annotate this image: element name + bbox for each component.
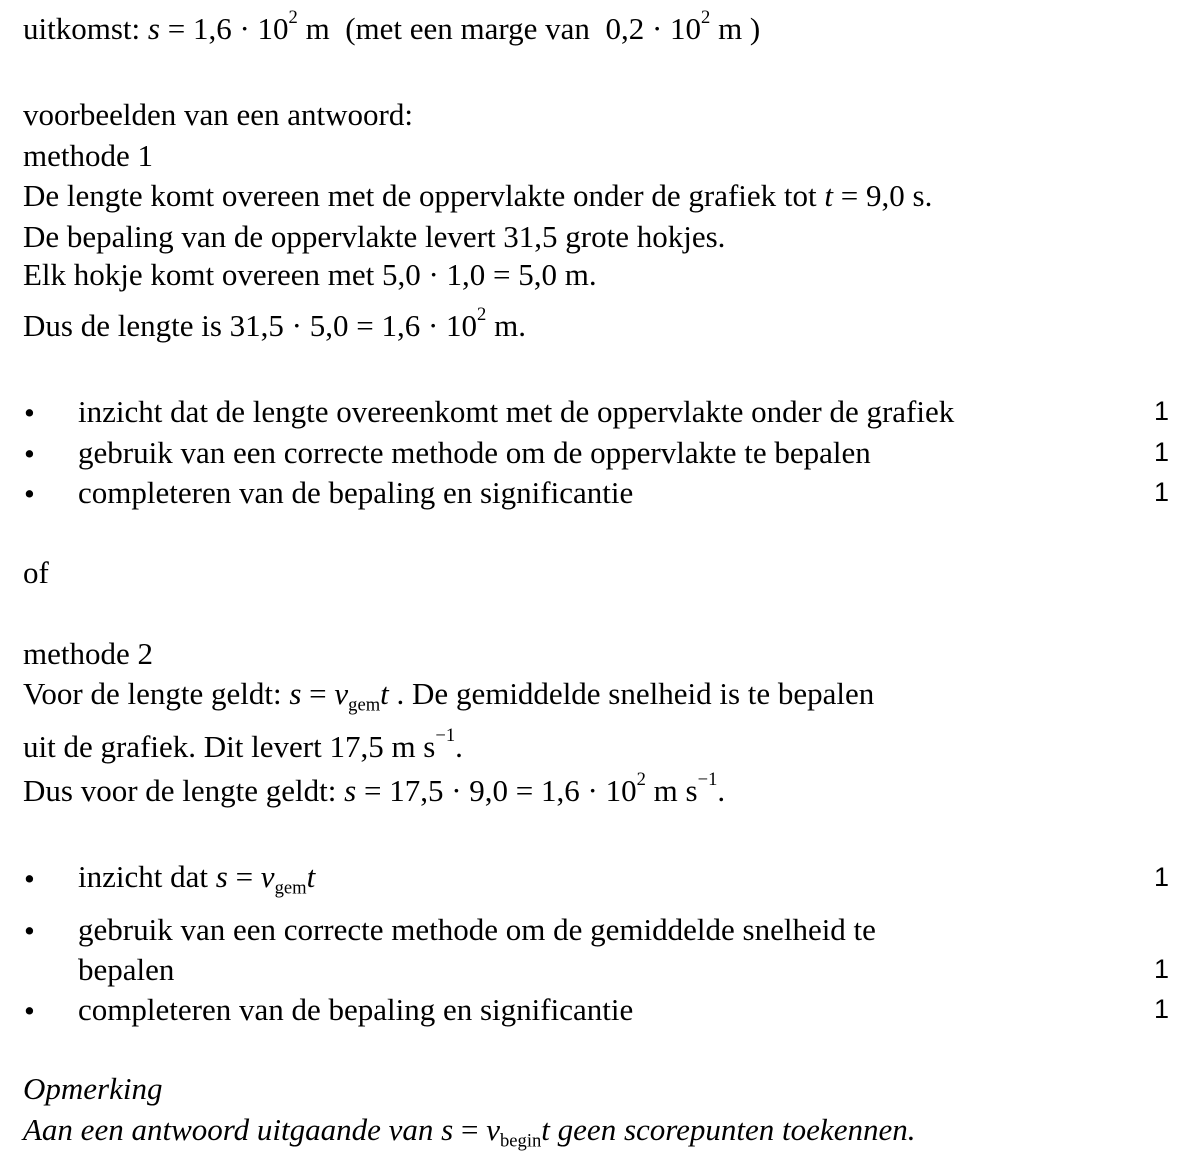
- outcome-margin-val: 0,2 · 10: [605, 11, 702, 46]
- method2-line3-exp2: −1: [697, 769, 718, 791]
- remark-text: Aan een antwoord uitgaande van: [23, 1112, 442, 1147]
- method2-bullet-3-text: completeren van de bepaling en significantie: [78, 992, 634, 1027]
- method2-line1-v: v: [334, 676, 349, 711]
- method2-line1-eq: =: [301, 676, 335, 711]
- method1-line4: [23, 304, 526, 343]
- method1-bullet-1-text: inzicht dat de lengte overeenkomt met de oppervlakte onder de grafiek: [78, 394, 955, 429]
- method1-line1-text: De lengte komt overeen met de oppervlakte onder de grafiek tot: [23, 178, 825, 213]
- method2-bullet-1-v: v: [260, 859, 275, 894]
- examples-heading: voorbeelden van een antwoord:: [23, 97, 413, 132]
- method1-line2: De bepaling van de oppervlakte levert 31,5 grote hokjes.: [23, 219, 726, 254]
- outcome-margin-open: (met een marge van: [345, 11, 590, 46]
- method1-bullet-1-score: 1: [1153, 396, 1169, 426]
- method2-bullet-1-score: 1: [1153, 862, 1169, 892]
- method1-bullet-3-score: 1: [1153, 477, 1169, 507]
- method2-line3-text: Dus voor de lengte geldt:: [23, 773, 345, 808]
- method2-bullet-3-score: 1: [1153, 994, 1169, 1024]
- or-separator: of: [23, 555, 49, 590]
- outcome-margin-close: m ): [710, 11, 761, 46]
- method1-bullet-3-dot: •: [24, 476, 35, 511]
- outcome-line: [23, 7, 761, 46]
- method2-bullet-2-text-cont: bepalen: [78, 952, 175, 987]
- method2-line1-end: . De gemiddelde snelheid is te bepalen: [388, 676, 875, 711]
- remark-eq: =: [453, 1112, 487, 1147]
- outcome-eq: = 1,6 · 10: [159, 11, 289, 46]
- method1-bullet-3-text: completeren van de bepaling en significantie: [78, 475, 634, 510]
- outcome-margin-exp: 2: [701, 7, 711, 29]
- remark-t: t: [541, 1112, 550, 1147]
- method2-bullet-1-s: s: [215, 859, 228, 894]
- method1-line3: [23, 259, 597, 290]
- remark-s: s: [441, 1112, 454, 1147]
- method1-title: methode 1: [23, 138, 153, 173]
- method2-line3-unit: m s: [645, 773, 698, 808]
- method1-line1-end: = 9,0 s.: [833, 178, 933, 213]
- method2-bullet-2-score: 1: [1153, 954, 1169, 984]
- method2-line2-text: uit de grafiek. Dit levert 17,5 m s: [23, 729, 436, 764]
- method2-bullet-2-text: gebruik van een correcte methode om de gemiddelde snelheid te: [78, 912, 876, 947]
- method1-bullet-2-score: 1: [1153, 437, 1169, 467]
- method2-line1-sub: gem: [348, 694, 381, 716]
- method2-line1-text: Voor de lengte geldt:: [23, 676, 290, 711]
- method1-bullet-2-dot: •: [24, 436, 35, 471]
- method1-line4-text: Dus de lengte is: [23, 308, 230, 343]
- method2-bullet-1-text: [78, 859, 316, 899]
- remark-sub: begin: [499, 1130, 542, 1152]
- method2-line2: [23, 725, 463, 764]
- method1-line4-exp: 2: [477, 304, 487, 326]
- method1-bullet-1-dot: •: [24, 395, 35, 430]
- method2-bullet-1-dot: •: [24, 861, 35, 896]
- method2-line2-end: .: [455, 729, 463, 764]
- method1-line4-math: 31,5 · 5,0 = 1,6 · 10: [229, 308, 478, 343]
- method1-line3-math: 5,0 · 1,0 = 5,0 m.: [381, 257, 597, 292]
- method1-line1: [23, 180, 932, 211]
- remark-end: geen scorepunten toekennen.: [549, 1112, 916, 1147]
- method2-line3: [23, 769, 726, 808]
- method2-line3-end: .: [717, 773, 726, 808]
- outcome-unit: m: [297, 11, 330, 46]
- method2-bullet-1-t: t: [306, 859, 316, 894]
- method1-line1-t: t: [824, 178, 834, 213]
- method2-bullet-2-dot: •: [24, 913, 35, 948]
- outcome-label: uitkomst:: [23, 11, 141, 46]
- method2-line3-math: = 17,5 · 9,0 = 1,6 · 10: [356, 773, 637, 808]
- method1-line3-text: Elk hokje komt overeen met: [23, 257, 382, 292]
- method2-title: methode 2: [23, 636, 153, 671]
- method2-line1: [23, 676, 875, 716]
- method2-line2-exp: −1: [435, 725, 456, 747]
- method2-line3-s: s: [344, 773, 357, 808]
- method2-line1-t: t: [380, 676, 389, 711]
- method1-line4-unit: m.: [486, 308, 526, 343]
- remark-line: [23, 1112, 916, 1152]
- remark-v: v: [486, 1112, 500, 1147]
- method2-bullet-1-eq: =: [227, 859, 261, 894]
- method2-line1-s: s: [289, 676, 302, 711]
- outcome-s: s: [147, 11, 160, 46]
- outcome-exp: 2: [288, 7, 298, 29]
- method2-bullet-3-dot: •: [24, 993, 35, 1028]
- method2-bullet-1-sub: gem: [274, 877, 307, 899]
- method1-bullet-2-text: gebruik van een correcte methode om de oppervlakte te bepalen: [78, 435, 871, 470]
- remark-title: Opmerking: [23, 1071, 163, 1106]
- method2-line3-exp: 2: [636, 769, 646, 791]
- method2-bullet-1-prefix: inzicht dat: [78, 859, 216, 894]
